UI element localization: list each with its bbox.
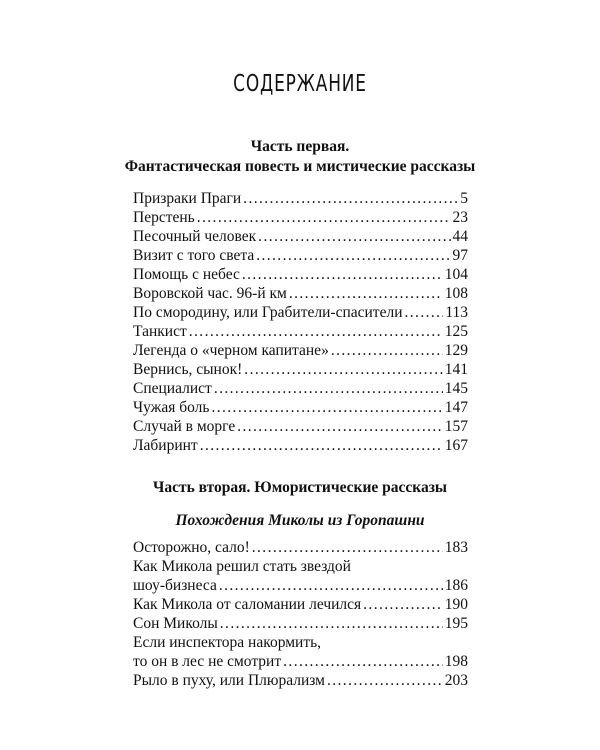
toc-entry <box>133 323 468 342</box>
toc-entry-page: 195 <box>444 615 468 632</box>
toc-entry <box>133 190 468 209</box>
toc-entry-title: Воровской час. 96-й км <box>133 285 287 302</box>
toc-leader-dots <box>363 596 443 614</box>
toc-leader-dots <box>331 342 443 360</box>
toc-leader-dots <box>243 190 458 208</box>
toc-entry-title-line1: Как Микола решил стать звездой <box>133 558 351 575</box>
toc-entry-title: Легенда о «черном капитане» <box>133 342 329 359</box>
toc-entry-title: Случай в морге <box>133 418 236 435</box>
toc-leader-dots <box>252 539 443 557</box>
toc-entry-page: 113 <box>445 304 468 321</box>
toc-leader-dots <box>242 266 443 284</box>
toc-entry <box>133 653 468 672</box>
toc-entry-title: Чужая боль <box>133 399 210 416</box>
toc-entry-page: 198 <box>444 653 468 670</box>
toc-entry-title: Рыло в пуху, или Плюрализм <box>133 672 325 689</box>
toc-leader-dots <box>256 247 450 265</box>
toc-entry <box>133 228 468 247</box>
toc-entry <box>133 615 468 634</box>
toc-entry-page: 108 <box>444 285 468 302</box>
toc-entry-page: 104 <box>444 266 468 283</box>
toc-entry-page: 141 <box>444 361 468 378</box>
toc-entry-page: 183 <box>444 539 468 556</box>
toc-entry-page: 145 <box>444 380 468 397</box>
toc-entry-page: 186 <box>444 577 468 594</box>
part2-heading: Часть вторая. Юмористические рассказы <box>152 479 448 496</box>
toc-entry-title: Танкист <box>133 323 187 340</box>
toc-leader-dots <box>197 209 451 227</box>
toc-entry-page: 167 <box>444 437 468 454</box>
toc-entry <box>133 596 468 615</box>
toc-entry-page: 125 <box>444 323 468 340</box>
toc-entry-title: Сон Миколы <box>133 615 218 632</box>
toc-leader-dots <box>189 323 443 341</box>
part1-heading-line2: Фантастическая повесть и мистические рассказы <box>124 158 476 175</box>
toc-leader-dots <box>405 304 444 322</box>
toc-entry-page: 203 <box>444 672 468 689</box>
toc-entry <box>133 577 468 596</box>
toc-entry-title-line1: Если инспектора накормить, <box>133 634 322 651</box>
toc-leader-dots <box>200 437 443 455</box>
toc-entry <box>133 539 468 558</box>
toc-leader-dots <box>258 228 450 246</box>
toc-leader-dots <box>220 615 443 633</box>
part1-toc-list <box>133 190 468 456</box>
toc-entry-page: 97 <box>452 247 468 264</box>
part1-heading-line1: Часть первая. <box>250 138 350 155</box>
toc-entry <box>133 437 468 456</box>
toc-entry-title: то он в лес не смотрит <box>133 653 282 670</box>
toc-entry <box>133 380 468 399</box>
toc-entry-page: 23 <box>452 209 468 226</box>
toc-entry-title: Вернись, сынок! <box>133 361 243 378</box>
toc-entry-title: Помощь с небес <box>133 266 240 283</box>
toc-leader-dots <box>244 361 442 379</box>
part1-heading <box>0 137 600 177</box>
toc-entry-title: Призраки Праги <box>133 190 242 207</box>
toc-entry-page: 5 <box>460 190 468 207</box>
toc-entry-title: Песочный человек <box>133 228 257 245</box>
toc-leader-dots <box>214 380 443 398</box>
toc-leader-dots <box>219 577 443 595</box>
toc-entry-page: 129 <box>444 342 468 359</box>
toc-leader-dots <box>283 653 443 671</box>
toc-entry-page: 44 <box>452 228 468 245</box>
toc-entry <box>133 342 468 361</box>
page-title: СОДЕРЖАНИЕ <box>233 71 367 97</box>
toc-entry <box>133 418 468 437</box>
toc-leader-dots <box>237 418 443 436</box>
toc-entry <box>133 209 468 228</box>
toc-entry <box>133 399 468 418</box>
toc-entry <box>133 672 468 691</box>
toc-entry-title: Как Микола от саломании лечился <box>133 596 362 613</box>
toc-entry-page: 157 <box>444 418 468 435</box>
toc-entry-title: Визит с того света <box>133 247 255 264</box>
toc-entry-title: Лабиринт <box>133 437 198 454</box>
toc-entry <box>133 304 468 323</box>
toc-leader-dots <box>211 399 442 417</box>
toc-entry <box>133 247 468 266</box>
toc-entry <box>133 285 468 304</box>
toc-entry <box>133 266 468 285</box>
part2-toc-list <box>133 539 468 691</box>
toc-entry-title: Специалист <box>133 380 212 397</box>
toc-entry-title: По смородину, или Грабители-спасители <box>133 304 403 321</box>
toc-entry <box>133 361 468 380</box>
toc-entry-title: шоу-бизнеса <box>133 577 217 594</box>
toc-leader-dots <box>289 285 443 303</box>
toc-entry-page: 190 <box>444 596 468 613</box>
toc-entry-page: 147 <box>444 399 468 416</box>
toc-leader-dots <box>327 672 443 690</box>
toc-entry-title: Перстень <box>133 209 195 226</box>
part2-subheading: Похождения Миколы из Горопашни <box>175 512 425 529</box>
toc-entry-title: Осторожно, сало! <box>133 539 250 556</box>
